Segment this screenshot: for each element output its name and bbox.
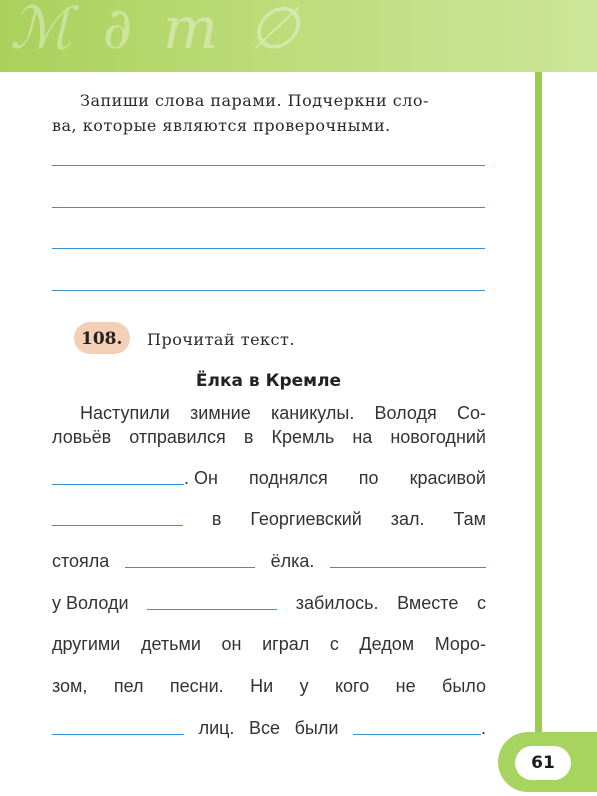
word: зимние xyxy=(190,403,251,423)
word: отправился xyxy=(129,427,226,447)
task-text-line-1: Запиши слова парами. Подчеркни сло- xyxy=(80,91,429,110)
page-number: 61 xyxy=(515,746,571,780)
word: Там xyxy=(453,509,486,529)
word: по xyxy=(358,468,379,488)
word: кого xyxy=(334,676,370,696)
header-band xyxy=(0,0,597,72)
fill-blank[interactable] xyxy=(52,525,183,526)
answer-line-4[interactable] xyxy=(52,290,485,291)
fill-blank[interactable] xyxy=(125,567,255,568)
word: играл xyxy=(262,634,310,654)
text-row-2 xyxy=(52,422,486,448)
answer-line-2[interactable] xyxy=(52,207,485,208)
text-title: Ёлка в Кремле xyxy=(195,371,342,391)
exercise-instruction: Прочитай текст. xyxy=(147,330,295,349)
word: ёлка. xyxy=(270,551,315,571)
word: пел xyxy=(113,676,144,696)
text-row-3 xyxy=(52,463,486,489)
word: другими xyxy=(52,634,121,654)
task-text-line-2: ва, которые являются проверочными. xyxy=(52,116,391,135)
word: Володя xyxy=(374,403,437,423)
word: Вместе xyxy=(397,593,459,613)
word: в xyxy=(243,427,254,447)
answer-line-1[interactable] xyxy=(52,165,485,166)
answer-line-3[interactable] xyxy=(52,248,485,249)
word: было xyxy=(442,676,486,696)
word: Ни xyxy=(250,676,274,696)
word: поднялся xyxy=(248,468,328,488)
word: не xyxy=(395,676,416,696)
word: стояла xyxy=(52,551,110,571)
word: . Он xyxy=(184,468,218,488)
word: в xyxy=(211,509,222,529)
word: он xyxy=(221,634,242,654)
word: Дедом xyxy=(359,634,415,654)
word: ловьёв xyxy=(52,427,112,447)
side-bar xyxy=(535,72,542,784)
word: Все xyxy=(249,718,281,738)
word: у xyxy=(299,676,309,696)
fill-blank[interactable] xyxy=(52,484,184,485)
word: новогодний xyxy=(390,427,486,447)
fill-blank[interactable] xyxy=(52,734,184,735)
fill-blank[interactable] xyxy=(147,609,277,610)
word: Георгиевский xyxy=(250,509,362,529)
text-row-8 xyxy=(52,671,486,697)
word: с xyxy=(476,593,486,613)
word: Наступили xyxy=(80,403,170,423)
word: были xyxy=(294,718,339,738)
word: с xyxy=(329,634,339,654)
fill-blank[interactable] xyxy=(353,734,481,735)
text-row-1 xyxy=(80,398,486,424)
exercise-number: 108. xyxy=(81,329,123,349)
word: . xyxy=(480,718,486,738)
word: зом, xyxy=(52,676,88,696)
word: песни. xyxy=(169,676,224,696)
word: зал. xyxy=(390,509,425,529)
text-row-5 xyxy=(52,546,486,572)
text-row-7 xyxy=(52,629,486,655)
word: на xyxy=(352,427,373,447)
text-row-9 xyxy=(52,713,486,739)
word: Моро- xyxy=(434,634,486,654)
text-row-6 xyxy=(52,588,486,614)
word: красивой xyxy=(409,468,486,488)
fill-blank[interactable] xyxy=(330,567,486,568)
word: забилось. xyxy=(295,593,379,613)
word: детьми xyxy=(140,634,201,654)
word: каникулы. xyxy=(270,403,355,423)
word: лиц. xyxy=(198,718,235,738)
word: Кремль xyxy=(271,427,335,447)
word: у Володи xyxy=(52,593,129,613)
text-row-4 xyxy=(52,504,486,530)
word: Со- xyxy=(456,403,486,423)
header-decoration: ℳ ∂ m ∅ xyxy=(10,0,305,62)
